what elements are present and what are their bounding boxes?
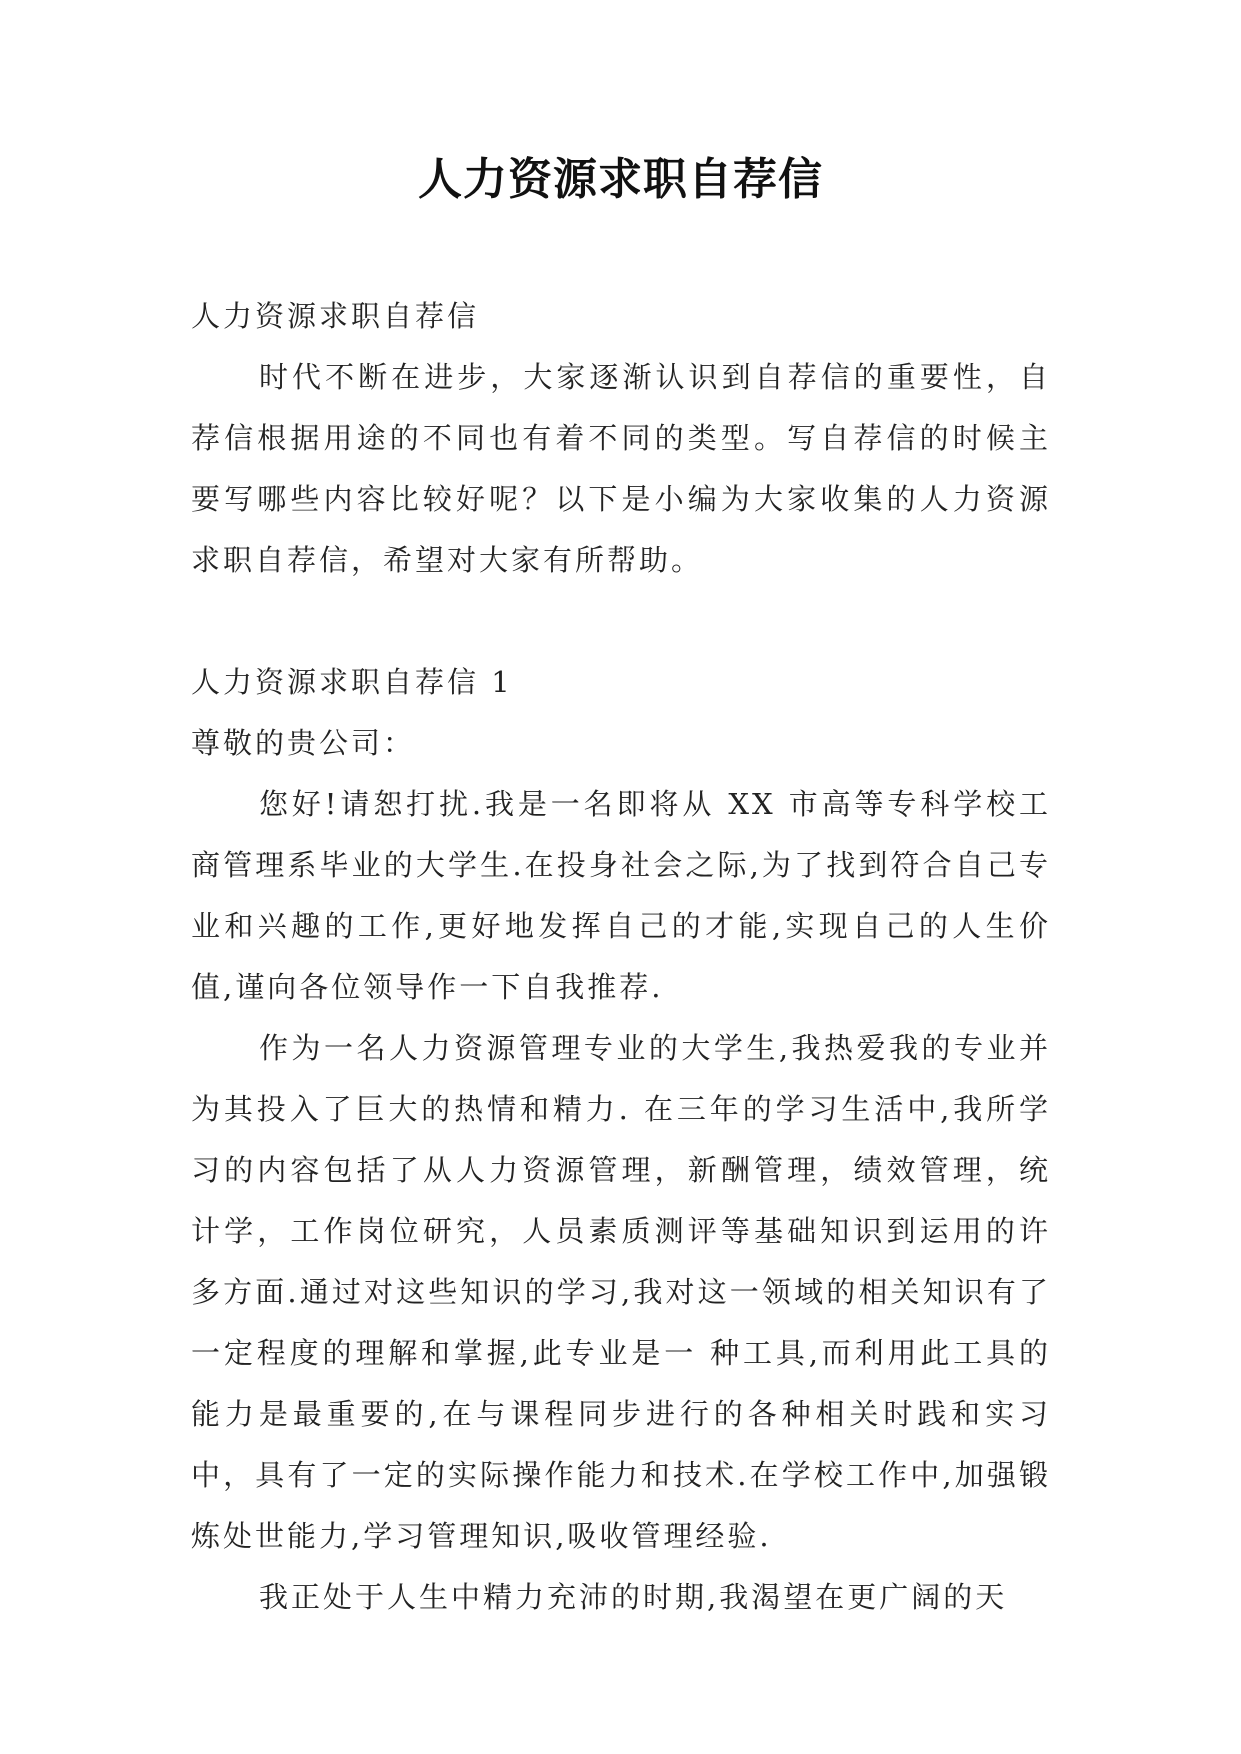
document-body <box>191 286 1051 1628</box>
letter-paragraph: 作为一名人力资源管理专业的大学生,我热爱我的专业并为其投入了巨大的热情和精力. 在三年的学习生活中,我所学习的内容包括了从人力资源管理，新酬管理，绩效管理，统计学，工作岗位研究，人员素质测评等基础知识到运用的许多方面.通过对这些知识的学习,我对这一领域的相关知识有了一定程度的理解和掌握,此专业是一 种工具,而利用此工具的能力是最重要的,在与课程同步进行的各种相关时践和实习中，具有了一定的实际操作能力和技术.在学校工作中,加强锻炼处世能力,学习管理知识,吸收管理经验. <box>191 1031 1051 1553</box>
document-title: 人力资源求职自荐信 <box>418 154 823 205</box>
letter-salutation: 尊敬的贵公司： <box>191 726 416 760</box>
letter-paragraph: 我正处于人生中精力充沛的时期,我渴望在更广阔的天 <box>259 1580 1008 1614</box>
document-subtitle: 人力资源求职自荐信 <box>191 299 480 333</box>
letter-paragraph: 您好!请恕打扰.我是一名即将从 XX 市高等专科学校工商管理系毕业的大学生.在投身社会之际,为了找到符合自己专业和兴趣的工作,更好地发挥自己的才能,实现自己的人生价值,谨向各位领导作一下自我推荐. <box>191 787 1051 1004</box>
intro-paragraph: 时代不断在进步，大家逐渐认识到自荐信的重要性，自荐信根据用途的不同也有着不同的类型。写自荐信的时候主要写哪些内容比较好呢？以下是小编为大家收集的人力资源求职自荐信，希望对大家有所帮助。 <box>191 360 1051 577</box>
letter-heading: 人力资源求职自荐信 1 <box>191 665 513 699</box>
